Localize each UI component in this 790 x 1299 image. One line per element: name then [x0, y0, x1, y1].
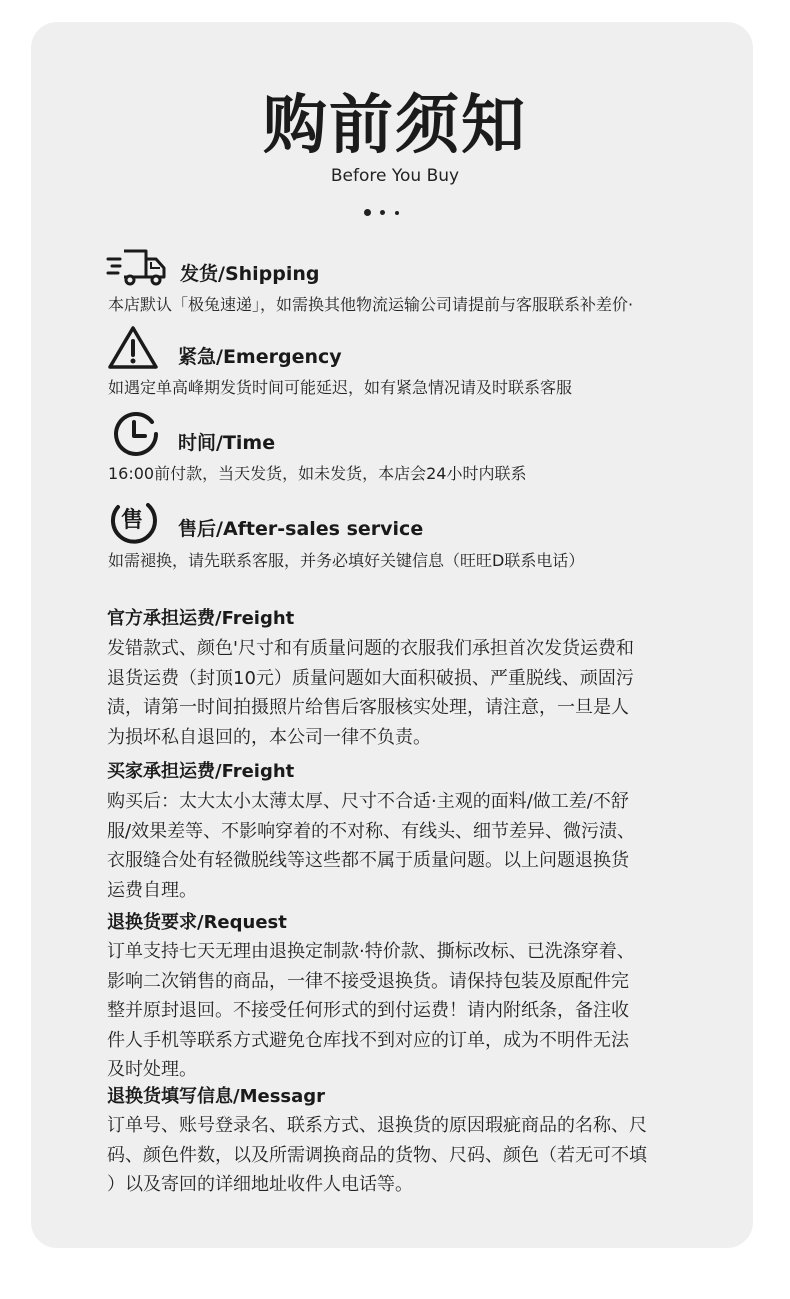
- dot-small: [395, 211, 399, 215]
- clock-icon: [112, 410, 160, 458]
- body-line: 购买后：太大太小太薄太厚、尺寸不合适·主观的面料/做工差/不舒: [107, 791, 629, 812]
- body-line: 整并原封退回。不接受任何形式的到付运费！请内附纸条，备注收: [107, 1000, 629, 1021]
- emergency-title: 紧急/Emergency: [178, 346, 342, 368]
- after-sales-description: 如需褪换，请先联系客服，并务必填好关键信息（旺旺D联系电话）: [108, 551, 585, 570]
- return-request-title: 退换货要求/Request: [107, 912, 287, 933]
- body-line: 码、颜色件数，以及所需调换商品的货物、尺码、颜色（若无可不填: [107, 1144, 647, 1166]
- shipping-description: 本店默认「极兔速递」，如需换其他物流运输公司请提前与客服联系补差价·: [108, 295, 634, 314]
- after-sales-badge-icon: [108, 497, 158, 545]
- body-line: 发错款式、颜色'尺寸和有质量问题的衣服我们承担首次发货运费和: [107, 638, 634, 659]
- dot-large: [364, 209, 371, 216]
- emergency-description: 如遇定单高峰期发货时间可能延迟，如有紧急情况请及时联系客服: [108, 378, 573, 397]
- body-line: 件人手机等联系方式避免仓库找不到对应的订单，成为不明件无法: [107, 1029, 629, 1051]
- after-sales-title: 售后/After-sales service: [178, 518, 424, 540]
- body-line: 退货运费（封顶10元）质量问题如大面积破损、严重脱线、顽固污: [107, 667, 634, 689]
- body-line: 影响二次销售的商品，一律不接受退换货。请保持包装及原配件完: [107, 970, 629, 992]
- body-line: ）以及寄回的详细地址收件人电话等。: [107, 1174, 413, 1195]
- body-line: 服/效果差等、不影响穿着的不对称、有线头、细节差异、微污渍、: [107, 820, 636, 842]
- official-freight-body: [107, 634, 677, 752]
- shipping-truck-icon: [106, 247, 168, 287]
- body-line: 渍，请第一时间拍摄照片给售后客服核实处理，请注意，一旦是人: [107, 697, 629, 718]
- return-info-body: [107, 1111, 677, 1200]
- time-description: 16:00前付款，当天发货，如未发货，本店会24小时内联系: [108, 464, 527, 483]
- buyer-freight-body: [107, 787, 677, 905]
- decorative-dots: [362, 208, 402, 218]
- body-line: 及时处理。: [107, 1059, 197, 1080]
- body-line: 为损坏私自退回的，本公司一律不负责。: [107, 726, 431, 748]
- page-subtitle: Before You Buy: [330, 166, 460, 186]
- body-line: 订单号、账号登录名、联系方式、退换货的原因瑕疵商品的名称、尺: [107, 1115, 647, 1136]
- return-request-body: [107, 937, 677, 1085]
- warning-triangle-icon: [107, 324, 159, 370]
- body-line: 订单支持七天无理由退换定制款·特价款、撕标改标、已洗涤穿着、: [107, 941, 635, 962]
- dot-medium: [380, 210, 385, 215]
- after-sales-badge-text: 售: [121, 508, 144, 533]
- official-freight-title: 官方承担运费/Freight: [107, 608, 295, 629]
- buyer-freight-title: 买家承担运费/Freight: [107, 761, 295, 782]
- return-info-title: 退换货填写信息/Messagr: [107, 1086, 326, 1107]
- time-title: 时间/Time: [178, 432, 276, 454]
- body-line: 衣服缝合处有轻微脱线等这些都不属于质量问题。以上问题退换货: [107, 850, 629, 871]
- body-line: 运费自理。: [107, 879, 197, 901]
- shipping-title: 发货/Shipping: [180, 263, 320, 285]
- page-title: 购前须知: [263, 89, 527, 163]
